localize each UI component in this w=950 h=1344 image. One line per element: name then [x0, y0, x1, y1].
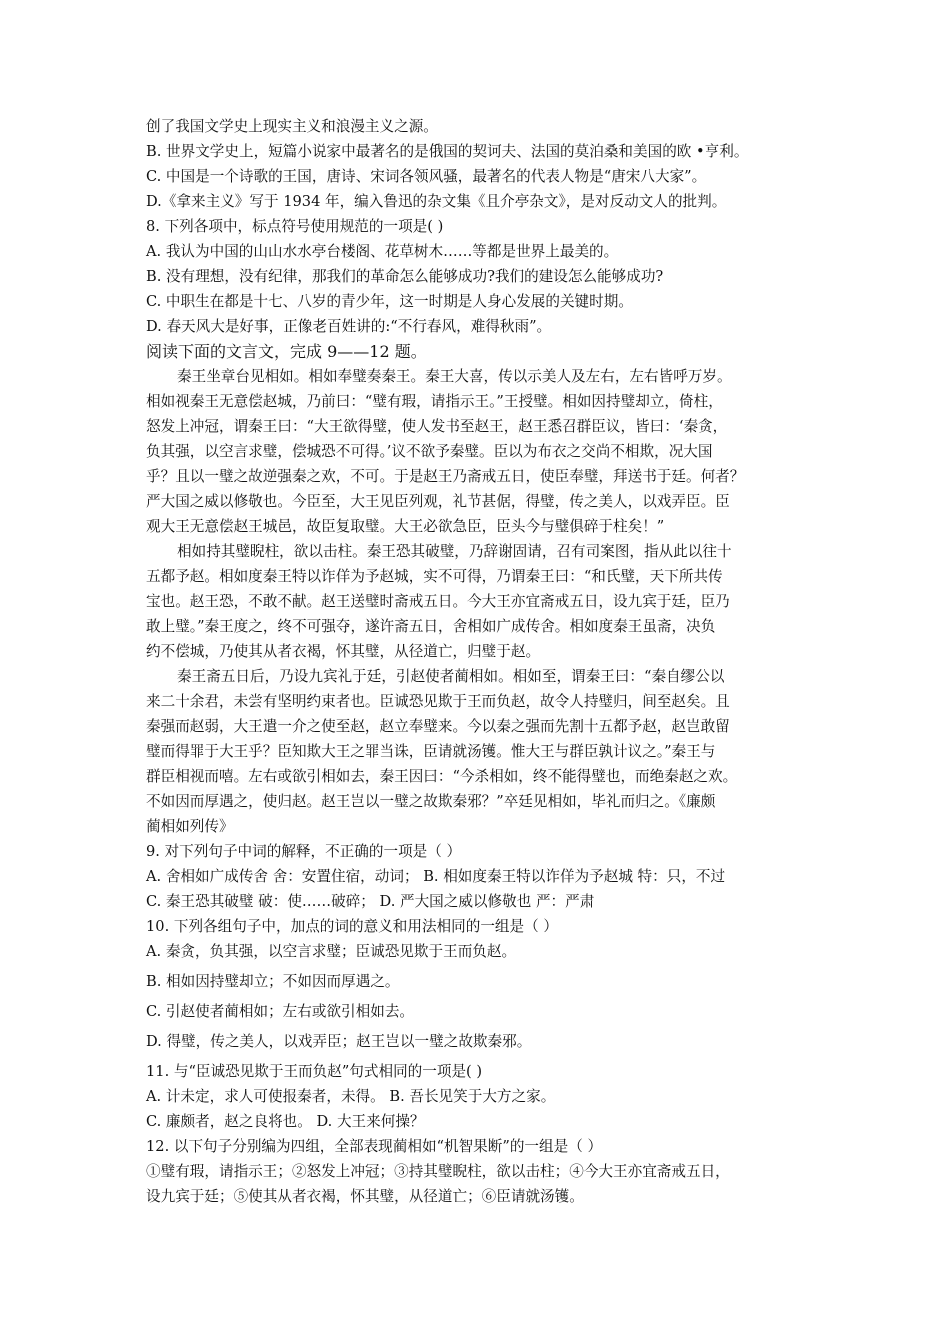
- text-line: C. 中国是一个诗歌的王国，唐诗、宋词各领风骚，最著名的代表人物是“唐宋八大家”。: [146, 168, 707, 185]
- option-d: D. 春天风大是好事，正像老百姓讲的:“不行春风，难得秋雨”。: [146, 318, 552, 335]
- question-10-option-c: C. 引赵使者蔺相如；左右或欲引相如去。: [146, 1003, 415, 1020]
- option-a: A. 我认为中国的山山水水亭台楼阁、花草树木……等都是世界上最美的。: [146, 243, 619, 260]
- question-10: 10. 下列各组句子中，加点的词的意义和用法相同的一组是（ ）: [146, 918, 558, 935]
- passage-line: 乎？且以一璧之故逆强秦之欢，不可。于是赵王乃斋戒五日，使臣奉璧，拜送书于廷。何者？: [146, 468, 745, 485]
- passage-line: 怒发上冲冠，谓秦王曰：“大王欲得璧，使人发书至赵王，赵王悉召群臣议，皆曰：‘秦贪，: [146, 418, 728, 435]
- question-10-option-b: B. 相如因持璧却立；不如因而厚遇之。: [146, 973, 400, 990]
- passage-line: 敢上璧。”秦王度之，终不可强夺，遂许斋五日，舍相如广成传舍。相如度秦王虽斋，决负: [146, 618, 716, 635]
- question-9-options-cd: C. 秦王恐其破璧 破：使……破碎； D. 严大国之威以修敬也 严：严肃: [146, 893, 595, 910]
- question-12: 12. 以下句子分别编为四组，全部表现蔺相如“机智果断”的一组是（ ）: [146, 1138, 603, 1155]
- question-10-option-a: A. 秦贪，负其强，以空言求璧；臣诚恐见欺于王而负赵。: [146, 943, 517, 960]
- option-c: C. 中职生在都是十七、八岁的青少年，这一时期是人身心发展的关键时期。: [146, 293, 633, 310]
- passage-line: 不如因而厚遇之，使归赵。赵王岂以一璧之故欺秦邪？”卒廷见相如，毕礼而归之。《廉颇: [146, 793, 716, 810]
- question-8: 8. 下列各项中，标点符号使用规范的一项是( ): [146, 218, 444, 235]
- passage-line: 秦王斋五日后，乃设九宾礼于廷，引赵使者蔺相如。相如至，谓秦王曰：“秦自缪公以: [177, 668, 725, 685]
- passage-line: 观大王无意偿赵王城邑，故臣复取璧。大王必欲急臣，臣头今与璧俱碎于柱矣！”: [146, 518, 665, 535]
- passage-line: 负其强，以空言求璧，偿城恐不可得。’议不欲予秦璧。臣以为布衣之交尚不相欺，况大国: [146, 443, 713, 460]
- question-12-items: ①璧有瑕，请指示王；②怒发上冲冠；③持其璧睨柱，欲以击柱；④今大王亦宜斋戒五日，: [146, 1163, 730, 1180]
- passage-line: 群臣相视而嘻。左右或欲引相如去，秦王因曰：“今杀相如，终不能得璧也，而绝秦赵之欢。: [146, 768, 738, 785]
- passage-line: 秦王坐章台见相如。相如奉璧奏秦王。秦王大喜，传以示美人及左右，左右皆呼万岁。: [177, 368, 732, 385]
- text-line: D.《拿来主义》写于 1934 年，编入鲁迅的杂文集《且介亭杂文》，是对反动文人的批判。: [146, 193, 727, 210]
- text-line: 创了我国文学史上现实主义和浪漫主义之源。: [146, 118, 438, 135]
- question-10-option-d: D. 得璧，传之美人，以戏弄臣；赵王岂以一璧之故欺秦邪。: [146, 1033, 532, 1050]
- question-11: 11. 与“臣诚恐见欺于王而负赵”句式相同的一项是( ): [146, 1063, 483, 1080]
- question-12-items: 设九宾于廷；⑤使其从者衣褐，怀其璧，从径道亡；⑥臣请就汤镬。: [146, 1188, 584, 1205]
- question-11-options-cd: C. 廉颇者，赵之良将也。 D. 大王来何操？: [146, 1113, 425, 1130]
- question-9: 9. 对下列句子中词的解释，不正确的一项是（ ）: [146, 843, 462, 860]
- passage-line: 蔺相如列传》: [146, 818, 234, 835]
- question-11-options-ab: A. 计未定，求人可使报秦者，未得。 B. 吾长见笑于大方之家。: [146, 1088, 556, 1105]
- passage-line: 来二十余君，未尝有坚明约束者也。臣诚恐见欺于王而负赵，故令人持璧归，间至赵矣。且: [146, 693, 730, 710]
- text-line: B. 世界文学史上，短篇小说家中最著名的是俄国的契诃夫、法国的莫泊桑和美国的欧 •亨利。: [146, 143, 749, 160]
- question-9-options-ab: A. 舍相如广成传舍 舍：安置住宿，动词； B. 相如度秦王特以诈佯为予赵城 特：只，不过: [146, 868, 726, 885]
- passage-line: 五都予赵。相如度秦王特以诈佯为予赵城，实不可得，乃谓秦王曰：“和氏璧，天下所共传: [146, 568, 723, 585]
- passage-line: 秦强而赵弱，大王遣一介之使至赵，赵立奉璧来。今以秦之强而先割十五都予赵，赵岂敢留: [146, 718, 730, 735]
- passage-line: 约不偿城，乃使其从者衣褐，怀其璧，从径道亡，归璧于赵。: [146, 643, 541, 660]
- passage-line: 宝也。赵王恐，不敢不献。赵王送璧时斋戒五日。今大王亦宜斋戒五日，设九宾于廷，臣乃: [146, 593, 730, 610]
- option-b: B. 没有理想，没有纪律，那我们的革命怎么能够成功?我们的建设怎么能够成功?: [146, 268, 664, 285]
- passage-line: 相如视秦王无意偿赵城，乃前曰：“璧有瑕，请指示王。”王授璧。相如因持璧却立，倚柱，: [146, 393, 723, 410]
- passage-line: 璧而得罪于大王乎？臣知欺大王之罪当诛，臣请就汤镬。惟大王与群臣孰计议之。”秦王与: [146, 743, 716, 760]
- section-heading: 阅读下面的文言文，完成 9——12 题。: [146, 342, 427, 361]
- passage-line: 相如持其璧睨柱，欲以击柱。秦王恐其破璧，乃辞谢固请，召有司案图，指从此以往十: [177, 543, 732, 560]
- passage-line: 严大国之威以修敬也。今臣至，大王见臣列观，礼节甚倨，得璧，传之美人，以戏弄臣。臣: [146, 493, 730, 510]
